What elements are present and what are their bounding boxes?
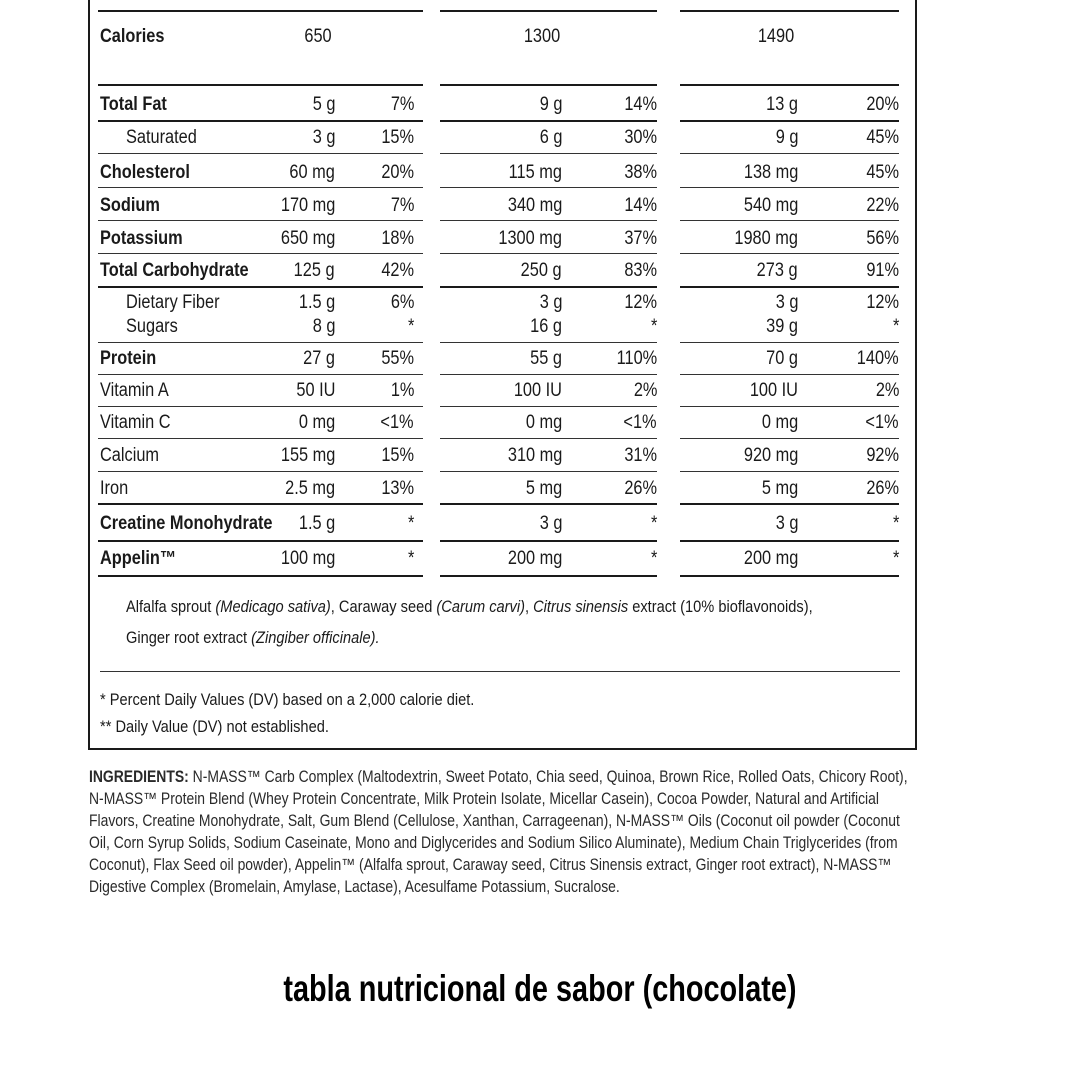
row-divider [680,187,899,188]
nutrient-label: Calcium [100,445,160,466]
row-divider [98,120,423,122]
daily-value-percent: 56% [866,228,899,249]
amount-value: 340 mg [507,195,562,216]
footnote-not-established: ** Daily Value (DV) not established. [100,717,329,736]
daily-value-percent: 42% [381,260,414,281]
daily-value-percent: * [650,316,657,337]
row-divider [680,406,899,407]
row-divider [680,503,899,505]
daily-value-percent: * [892,316,899,337]
amount-value: 50 IU [295,380,335,401]
daily-value-percent: 2% [875,380,899,401]
amount-value: 1300 mg [498,228,562,249]
amount-value: 540 mg [743,195,798,216]
row-divider [680,10,899,12]
nutrient-label: Saturated [126,127,197,148]
row-divider [440,120,657,122]
amount-value: 3 g [539,513,562,534]
amount-value: 5 g [312,94,335,115]
daily-value-percent: 22% [866,195,899,216]
calories-label: Calories [100,26,165,47]
daily-value-percent: 45% [866,162,899,183]
daily-value-percent: 15% [381,127,414,148]
row-divider [680,84,899,86]
daily-value-percent: 20% [866,94,899,115]
nutrient-label: Sugars [126,316,178,337]
nutrient-label: Vitamin A [100,380,169,401]
calories-value: 1300 [523,26,561,47]
daily-value-percent: 91% [866,260,899,281]
amount-value: 273 g [757,260,798,281]
calories-value: 650 [304,26,332,47]
nutrient-label: Appelin™ [100,548,177,569]
amount-value: 138 mg [743,162,798,183]
daily-value-percent: * [407,513,414,534]
amount-value: 155 mg [280,445,335,466]
daily-value-percent: <1% [623,412,657,433]
daily-value-percent: 12% [866,292,899,313]
blend-line-1: Alfalfa sprout (Medicago sativa), Caraway seed (Carum carvi), Citrus sinensis extract (10% bioflavonoids), [126,597,813,616]
nutrient-label: Protein [100,348,157,369]
daily-value-percent: 45% [866,127,899,148]
amount-value: 39 g [766,316,798,337]
daily-value-percent: 15% [381,445,414,466]
amount-value: 115 mg [508,162,562,183]
daily-value-percent: 37% [624,228,657,249]
row-divider [440,286,657,288]
amount-value: 6 g [539,127,562,148]
amount-value: 100 IU [749,380,798,401]
row-divider [98,153,423,154]
footnote-dv: * Percent Daily Values (DV) based on a 2,000 calorie diet. [100,690,475,709]
row-divider [98,575,423,577]
nutrient-label: Total Fat [100,94,167,115]
amount-value: 310 mg [507,445,562,466]
amount-value: 3 g [775,513,798,534]
amount-value: 200 mg [743,548,798,569]
blend-line-2: Ginger root extract (Zingiber officinale). [126,628,380,647]
daily-value-percent: * [892,548,899,569]
nutrient-label: Cholesterol [100,162,190,183]
daily-value-percent: <1% [865,412,899,433]
amount-value: 100 mg [280,548,335,569]
daily-value-percent: 31% [624,445,657,466]
amount-value: 125 g [294,260,335,281]
amount-value: 3 g [312,127,335,148]
daily-value-percent: 14% [624,195,657,216]
amount-value: 60 mg [289,162,335,183]
amount-value: 9 g [775,127,798,148]
daily-value-percent: * [407,316,414,337]
row-divider [680,374,899,375]
footnote-divider [100,671,900,672]
amount-value: 1980 mg [734,228,798,249]
row-divider [98,503,423,505]
amount-value: 1.5 g [298,292,335,313]
row-divider [440,503,657,505]
daily-value-percent: 7% [390,94,414,115]
daily-value-percent: 20% [381,162,414,183]
row-divider [98,286,423,288]
daily-value-percent: 110% [616,348,657,369]
caption: tabla nutricional de sabor (chocolate) [283,968,797,1009]
daily-value-percent: 55% [381,348,414,369]
daily-value-percent: * [650,513,657,534]
row-divider [680,471,899,472]
nutrient-label: Potassium [100,228,183,249]
row-divider [440,10,657,12]
daily-value-percent: 14% [624,94,657,115]
row-divider [440,253,657,254]
row-divider [680,220,899,221]
row-divider [98,471,423,472]
amount-value: 250 g [521,260,562,281]
row-divider [98,10,423,12]
amount-value: 0 mg [761,412,798,433]
amount-value: 1.5 g [298,513,335,534]
amount-value: 13 g [766,94,798,115]
row-divider [98,253,423,254]
daily-value-percent: 26% [866,478,899,499]
row-divider [98,187,423,188]
row-divider [440,575,657,577]
amount-value: 27 g [303,348,335,369]
amount-value: 920 mg [743,445,798,466]
nutrient-label: Vitamin C [100,412,171,433]
calories-value: 1490 [757,26,795,47]
amount-value: 170 mg [280,195,335,216]
amount-value: 2.5 mg [285,478,335,499]
amount-value: 100 IU [513,380,562,401]
row-divider [440,406,657,407]
amount-value: 650 mg [280,228,335,249]
daily-value-percent: * [892,513,899,534]
row-divider [98,342,423,343]
row-divider [680,286,899,288]
daily-value-percent: 30% [624,127,657,148]
row-divider [440,84,657,86]
daily-value-percent: 7% [390,195,414,216]
ingredients-text [89,766,915,898]
row-divider [440,540,657,542]
amount-value: 200 mg [507,548,562,569]
nutrient-label: Iron [100,478,129,499]
daily-value-percent: 12% [624,292,657,313]
daily-value-percent: 6% [390,292,414,313]
daily-value-percent: 1% [390,380,414,401]
row-divider [680,438,899,439]
row-divider [98,374,423,375]
row-divider [680,253,899,254]
daily-value-percent: 13% [381,478,414,499]
amount-value: 70 g [766,348,798,369]
daily-value-percent: * [650,548,657,569]
amount-value: 3 g [775,292,798,313]
amount-value: 0 mg [298,412,335,433]
row-divider [440,342,657,343]
row-divider [680,342,899,343]
nutrient-label: Creatine Monohydrate [100,513,273,534]
amount-value: 16 g [530,316,562,337]
row-divider [98,438,423,439]
daily-value-percent: <1% [380,412,414,433]
amount-value: 0 mg [525,412,562,433]
row-divider [440,374,657,375]
row-divider [440,471,657,472]
amount-value: 5 mg [761,478,798,499]
daily-value-percent: 2% [633,380,657,401]
daily-value-percent: 92% [866,445,899,466]
row-divider [98,540,423,542]
row-divider [98,406,423,407]
row-divider [680,575,899,577]
row-divider [440,153,657,154]
amount-value: 8 g [312,316,335,337]
nutrient-label: Total Carbohydrate [100,260,249,281]
row-divider [680,120,899,122]
row-divider [680,540,899,542]
daily-value-percent: 38% [624,162,657,183]
amount-value: 3 g [539,292,562,313]
amount-value: 5 mg [525,478,562,499]
ingredients-label: INGREDIENTS: [89,768,189,786]
amount-value: 9 g [539,94,562,115]
daily-value-percent: 140% [857,348,899,369]
nutrient-label: Sodium [100,195,160,216]
daily-value-percent: 26% [624,478,657,499]
row-divider [98,84,423,86]
row-divider [440,438,657,439]
daily-value-percent: 83% [624,260,657,281]
amount-value: 55 g [530,348,562,369]
row-divider [98,220,423,221]
nutrient-label: Dietary Fiber [126,292,220,313]
daily-value-percent: * [407,548,414,569]
row-divider [440,187,657,188]
row-divider [680,153,899,154]
row-divider [440,220,657,221]
daily-value-percent: 18% [381,228,414,249]
ingredients-list: N-MASS™ Carb Complex (Maltodextrin, Sweet Potato, Chia seed, Quinoa, Brown Rice, Rolled Oats, Chicory Root), N-MASS™ Protein Blend (Whey Protein Concentrate, Milk Protein Isolate, Micellar Casein), Cocoa Powder, Natural and Artificial Flavors, Creatine Monohydrate, Salt, Gum Blend (Cellulose, Xanthan, Carrageenan), N-MASS™ Oils (Coconut oil powder (Coconut Oil, Corn Syrup Solids, Sodium Caseinate, Mono and Diglycerides and Sodium Silico Aluminate), Medium Chain Triglycerides (from Coconut), Flax Seed oil powder), Appelin™ (Alfalfa sprout, Caraway seed, Citrus Sinensis extract, Ginger root extract), N-MASS™ Digestive Complex (Bromelain, Amylase, Lactase), Acesulfame Potassium, Sucralose. [89,768,908,896]
